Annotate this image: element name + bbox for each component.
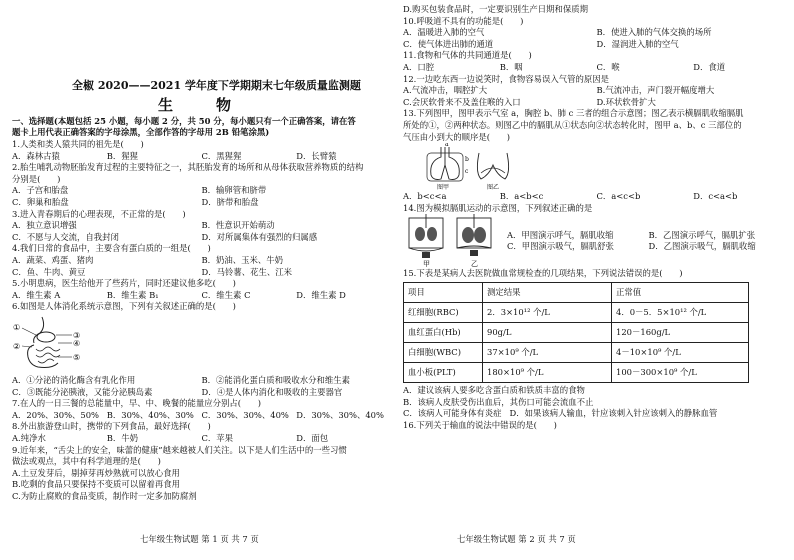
option: A．建议该病人要多吃含蛋白质和铁质丰富的食物 — [403, 384, 585, 395]
digestive-system-diagram — [12, 313, 92, 375]
section-instruction-cont: 题卡上用代表正确答案的字母涂黑，全部作答的字母用 2B 铅笔涂黑) — [12, 127, 270, 138]
option: C．使气体进出肺的通道 — [403, 38, 494, 49]
figure-label: b — [465, 156, 469, 164]
figure-label: c — [465, 168, 469, 176]
question-10-options-2 — [403, 39, 790, 51]
figure-label: ④ — [73, 338, 81, 348]
option: C．黑猩猩 — [201, 150, 242, 161]
lung-figure — [403, 143, 790, 191]
exam-subject: 生 物 — [157, 96, 245, 115]
option: C．喉 — [596, 61, 620, 72]
option: A．维生素 A — [12, 289, 61, 300]
question-13-cont-2: 气压由小到大的顺序是( ) — [403, 131, 511, 142]
question-6-options-2 — [12, 387, 391, 399]
table-row — [404, 302, 749, 322]
question-4-options-2 — [12, 267, 391, 279]
option: B．②能消化蛋白质和吸收水分和维生素 — [201, 374, 351, 385]
table-cell: 37×10⁹ 个/L — [483, 342, 612, 362]
question-6: 6.如图是人体消化系统示意图，下列有关叙述正确的是( ) — [12, 301, 236, 312]
option: A.纯净水 — [12, 432, 46, 443]
option: C．③既能分泌胰液，又能分泌胰岛素 — [12, 386, 153, 397]
option: D．食道 — [693, 61, 726, 72]
figure-caption: 图乙 — [487, 184, 500, 192]
option: B．30%、40%、30% — [106, 409, 194, 420]
question-2-cont: 分别是( ) — [12, 173, 61, 184]
option: B．a<b<c — [499, 191, 544, 202]
question-9-cont: 做法或观点，其中有科学道理的是( ) — [12, 456, 161, 467]
option: D．对所属集体有强烈的归属感 — [201, 231, 318, 242]
question-7-options — [12, 410, 391, 422]
option: B．输卵管和脐带 — [201, 185, 267, 196]
question-14-options — [507, 230, 790, 242]
option: D.购买包装食品时，一定要识别生产日期和保质期 — [403, 4, 588, 14]
question-2: 2.胎生哺乳动物胚胎发育过程的主要特征之一，其胚胎发育的场所和从母体获取营养物质的结构 — [12, 162, 364, 173]
question-10-options — [403, 27, 790, 39]
table-cell: 100－300×10⁹ 个/L — [612, 362, 749, 382]
question-8: 8.外出旅游登山时，携带的下列食品，最好选择( ) — [12, 421, 211, 432]
question-15-options — [403, 408, 790, 420]
option: B.气流冲击，声门裂开幅度增大 — [596, 85, 715, 96]
page-footer: 七年级生物试题 第 2 页 共 7 页 — [457, 534, 576, 545]
table-cell: 白细胞(WBC) — [404, 342, 483, 362]
figure-label: ③ — [73, 330, 81, 340]
option: B．牛奶 — [106, 432, 139, 443]
option: D.环状软骨扩大 — [596, 96, 656, 107]
question-4-options — [12, 255, 391, 267]
option: D．湿润进入肺的空气 — [596, 38, 679, 49]
option: D．如果该病人输血，针应该刺入针应该刺入的静脉血管 — [509, 408, 718, 419]
option: B．猩猩 — [106, 150, 139, 161]
option: C.会厌软骨来不及盖住喉的入口 — [403, 96, 521, 107]
question-2-options — [12, 185, 391, 197]
question-8-options — [12, 433, 391, 445]
option: C.为防止腐败的食品变质，制作时一定多加防腐剂 — [12, 490, 197, 501]
figure-caption: 图甲 — [437, 184, 450, 192]
question-13-cont: 所处的①，②两种状态。则图乙中的膈肌从①状态向②状态转化时，图甲 a、b、c 三部位的 — [403, 119, 742, 130]
table-cell: 血小板(PLT) — [404, 362, 483, 382]
option: A．口腔 — [403, 61, 435, 72]
option: D．④是人体内消化和吸收的主要器官 — [201, 386, 343, 397]
option: B．该病人皮肤受伤出血后，其伤口可能会流血不止 — [403, 396, 594, 407]
option: B．性意识开始萌动 — [201, 220, 275, 231]
diaphragm-model-diagram — [403, 214, 499, 268]
option: D．长臂猿 — [296, 150, 337, 161]
table-cell: 4－10×10⁹ 个/L — [612, 342, 749, 362]
question-3-options-2 — [12, 232, 391, 244]
table-cell: 血红蛋白(Hb) — [404, 322, 483, 342]
question-10: 10.呼吸道不具有的功能是( ) — [403, 15, 524, 26]
lung-pressure-diagram — [423, 143, 513, 191]
figure-label: ① — [13, 322, 21, 332]
option: C．苹果 — [201, 432, 234, 443]
option: C．a<c<b — [596, 191, 641, 202]
question-5-options — [12, 290, 391, 302]
question-11: 11.食物和气体的共同通道是( ) — [403, 50, 532, 61]
question-9: 9.近年来，“舌尖上的安全，味蕾的健康”越来越被人们关注。以下是人们生活中的一些习惯 — [12, 444, 347, 455]
question-12-options — [403, 85, 790, 97]
question-3-options — [12, 220, 391, 232]
table-header-row — [404, 282, 749, 302]
option: C．该病人可能身体有炎症 — [403, 408, 502, 419]
option: C．30%、30%、40% — [201, 409, 289, 420]
question-7: 7.在人的一日三餐的总能量中，早、中、晚餐的能量应分别占( ) — [12, 398, 262, 409]
table-cell: 180×10⁹ 个/L — [483, 362, 612, 382]
exam-title: 全椒 2020——2021 学年度下学期期末七年级质量监测题 — [72, 79, 361, 92]
option: B．咽 — [499, 61, 523, 72]
question-13: 13.下列图甲，图甲表示气室 a，胸腔 b、肺 c 三者的组合示意图；图乙表示横膈肌收缩膈肌 — [403, 108, 744, 119]
question-13-options — [403, 191, 790, 203]
option: A．独立意识增强 — [12, 220, 77, 231]
option: D．c<a<b — [693, 191, 738, 202]
figure-label: ⑤ — [73, 352, 81, 362]
option: D．马铃薯、花生、江米 — [201, 266, 292, 277]
page-footer: 七年级生物试题 第 1 页 共 7 页 — [140, 534, 259, 545]
question-5: 5.小明患病，医生给他开了些药片，同时还建议他多吃( ) — [12, 278, 236, 289]
figure-caption: 甲 — [423, 260, 430, 269]
option: A．20%、30%、50% — [12, 409, 100, 420]
option: A．蔬菜、鸡蛋、猪肉 — [12, 254, 94, 265]
diaphragm-figure — [403, 214, 790, 268]
option: A．温暖进入肺的空气 — [403, 27, 485, 38]
option: A.土豆发芽后，剔掉芽再炒熟就可以放心食用 — [12, 467, 180, 478]
table-cell: 2．3×10¹² 个/L — [483, 302, 612, 322]
option: D．乙图演示吸气，膈肌收缩 — [648, 241, 756, 252]
option: C．鱼、牛肉、黄豆 — [12, 266, 86, 277]
section-instruction: 一、选择题(本题包括 25 小题，每小题 2 分，共 50 分，每小题只有一个正确答案，请在答 — [12, 115, 356, 126]
table-header-cell: 正常值 — [612, 282, 749, 302]
table-cell: 120－160g/L — [612, 322, 749, 342]
table-cell: 红细胞(RBC) — [404, 302, 483, 322]
question-11-options — [403, 62, 790, 74]
table-header-cell: 测定结果 — [483, 282, 612, 302]
table-row — [404, 342, 749, 362]
figure-caption: 乙 — [471, 260, 478, 269]
option: A．子宫和胎盘 — [12, 185, 69, 196]
question-3: 3.进入青春期后的心理表现，不正常的是( ) — [12, 208, 186, 219]
option: B．维生素 B₁ — [106, 289, 159, 300]
table-cell: 4．0－5．5×10¹² 个/L — [612, 302, 749, 322]
option: A．b<c<a — [403, 191, 447, 202]
option: D．面包 — [296, 432, 329, 443]
table-header-cell: 项目 — [404, 282, 483, 302]
question-14-options-2 — [507, 241, 790, 253]
option: D．脐带和胎盘 — [201, 197, 259, 208]
question-12-options-2 — [403, 97, 790, 109]
option: C．维生素 C — [201, 289, 251, 300]
option: D．30%、30%、40% — [296, 409, 384, 420]
question-14: 14.图为模拟膈肌运动的示意图，下列叙述正确的是 — [403, 202, 593, 213]
option: D．维生素 D — [296, 289, 346, 300]
digestive-figure — [12, 313, 391, 375]
question-2-options-2 — [12, 197, 391, 209]
table-cell: 90g/L — [483, 322, 612, 342]
option: B．奶油、玉米、牛奶 — [201, 254, 284, 265]
page-right — [397, 0, 794, 560]
option: A．①分泌的消化酶含有乳化作用 — [12, 374, 136, 385]
question-16: 16.下列关于输血的说法中错误的是( ) — [403, 419, 557, 430]
question-15: 15.下表是某病人去医院做血常规检查的几项结果，下列说法错误的是( ) — [403, 268, 683, 279]
option: A.气流冲击，咽腔扩大 — [403, 85, 488, 96]
option: A．森林古猿 — [12, 150, 60, 161]
question-12: 12.一边吃东西一边说笑时，食物容易误入气管的原因是 — [403, 73, 609, 84]
option: A．甲图演示呼气，膈肌收缩 — [507, 229, 614, 240]
figure-label: a — [445, 143, 449, 149]
option: B.吃剩的食品只要保持不变质可以留着再食用 — [12, 479, 180, 490]
question-6-options — [12, 375, 391, 387]
table-row — [404, 322, 749, 342]
option: C．不愿与人交流，自我封闭 — [12, 231, 119, 242]
option: B．乙图演示呼气，膈肌扩张 — [648, 229, 756, 240]
question-1: 1.人类和类人猿共同的祖先是( ) — [12, 139, 144, 150]
question-4: 4.我们日常的食品中，主要含有蛋白质的一组是( ) — [12, 243, 211, 254]
table-row — [404, 362, 749, 382]
option: C．卵巢和胎盘 — [12, 197, 69, 208]
blood-test-table — [403, 282, 749, 383]
option: B．使进入肺的气体交换的场所 — [596, 27, 712, 38]
figure-label: ② — [13, 341, 21, 351]
option: C．甲图演示吸气，膈肌舒张 — [507, 241, 614, 252]
question-1-options — [12, 151, 391, 163]
